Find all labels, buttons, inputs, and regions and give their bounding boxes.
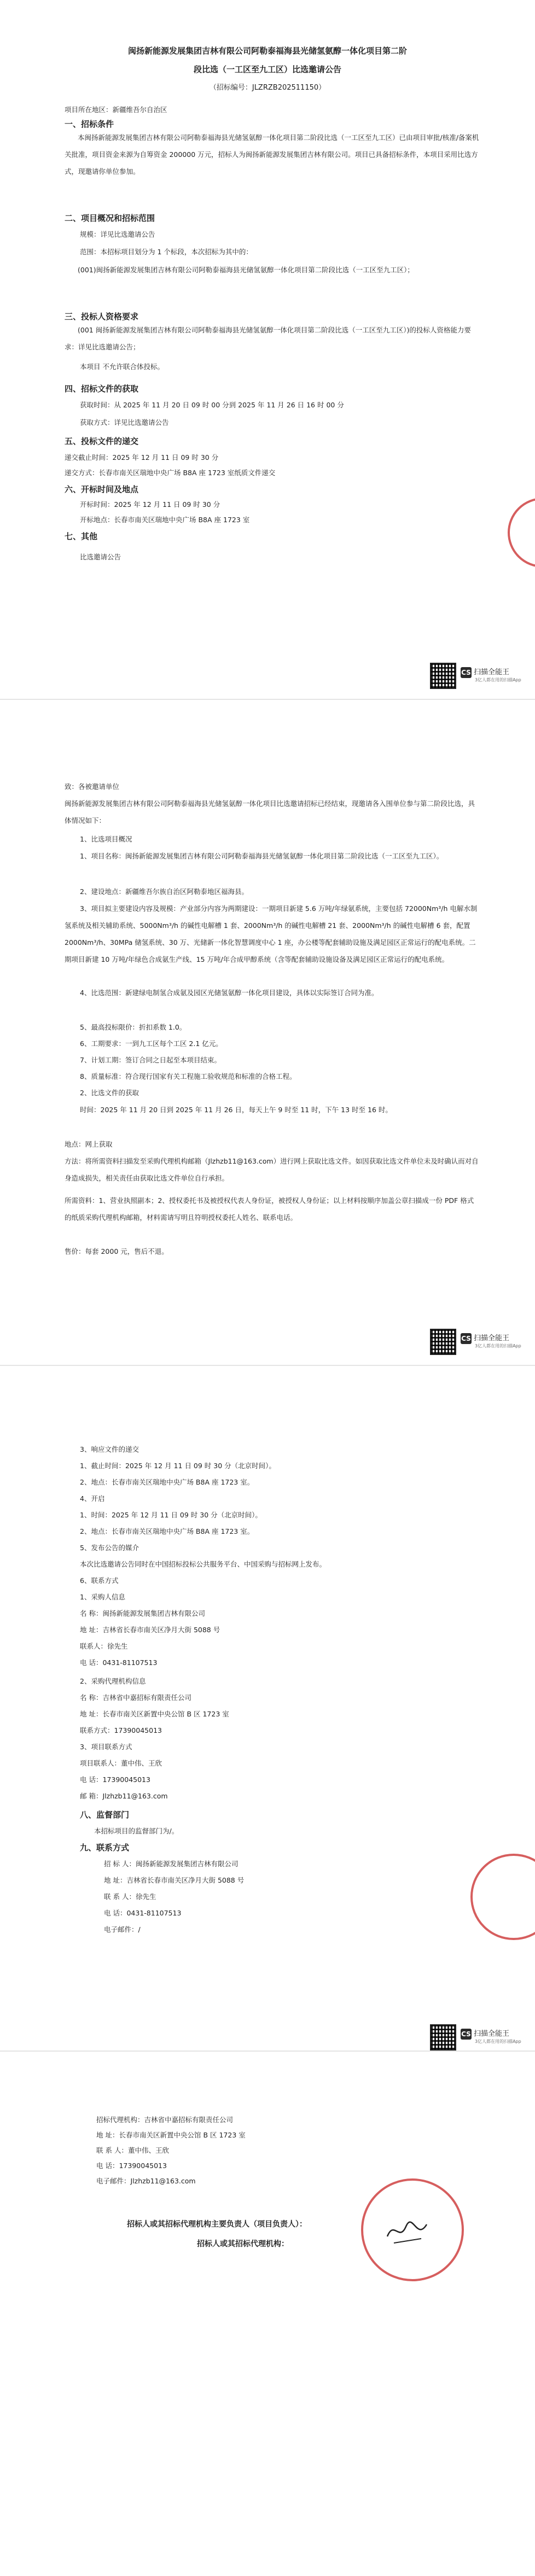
invitation-intro: 闽扬新能源发展集团吉林有限公司阿勒泰福海县光储氢氨醇一体化项目比选邀请招标已经结束，现邀请各入围单位参与第二阶段比选，具体情况如下： xyxy=(65,799,475,825)
section-heading-6: 六、开标时间及地点 xyxy=(65,484,139,494)
tenderer-address: 地 址：吉林省长春市南关区净月大街 5088 号 xyxy=(104,1876,245,1884)
document-place: 地点：网上获取 xyxy=(65,1140,113,1148)
notice-title-line-1: 闽扬新能源发展集团吉林有限公司阿勒泰福海县光储氢氨醇一体化项目第二阶 xyxy=(127,46,407,56)
section-7-text: 比选邀请公告 xyxy=(80,553,121,561)
opening-place: 2、地点：长春市南关区瑞地中央广场 B8A 座 1723 室。 xyxy=(80,1527,254,1535)
page-divider xyxy=(0,2051,535,2052)
agent-contact: 联 系 人：董中伟、王欣 xyxy=(96,2146,169,2154)
signature-line-1: 招标人或其招标代理机构主要负责人（项目负责人）： xyxy=(127,2220,307,2229)
agency-address: 地 址：长春市南关区新置中央公馆 B 区 1723 室 xyxy=(80,1710,229,1718)
media-text: 本次比选邀请公告同时在中国招标投标公共服务平台、中国采购与招标网上发布。 xyxy=(80,1560,327,1568)
section-6-time: 开标时间：2025 年 12 月 11 日 09 时 30 分 xyxy=(80,500,220,509)
qr-code-icon xyxy=(430,2024,456,2051)
section-4-method: 获取方式：详见比选邀请公告 xyxy=(80,418,169,427)
project-contact-email: 邮 箱：Jlzhzb11@163.com xyxy=(80,1792,168,1800)
scanner-watermark: CS 扫描全能王 3亿人都在用的扫描App xyxy=(461,666,521,683)
document-time: 时间：2025 年 11 月 20 日到 2025 年 11 月 26 日，每天上午 9 时至 11 时，下午 13 时至 16 时。 xyxy=(80,1106,392,1114)
document-page-3 xyxy=(0,1372,535,2044)
purchaser-heading: 1、采购人信息 xyxy=(80,1593,125,1601)
qr-code-icon xyxy=(430,663,456,689)
response-deadline: 1、截止时间：2025 年 12 月 11 日 09 时 30 分（北京时间）。 xyxy=(80,1462,276,1470)
handwritten-signature-icon xyxy=(383,2215,432,2247)
agency-name: 名 称：吉林省中嘉招标有限责任公司 xyxy=(80,1693,191,1702)
greeting: 致：各被邀请单位 xyxy=(65,782,120,791)
purchaser-address: 地 址：吉林省长春市南关区净月大街 5088 号 xyxy=(80,1626,220,1634)
section-heading-8: 八、监督部门 xyxy=(80,1810,130,1820)
section-heading-3: 三、投标人资格要求 xyxy=(65,312,139,322)
section-6-place: 开标地点：长春市南关区瑞地中央广场 B8A 座 1723 室 xyxy=(80,516,250,524)
opening-time: 1、时间：2025 年 12 月 11 日 09 时 30 分（北京时间）。 xyxy=(80,1511,262,1519)
tenderer-contact: 联 系 人：徐先生 xyxy=(104,1892,156,1901)
agent-phone: 电 话：17390045013 xyxy=(96,2162,167,2170)
section-heading-9: 九、联系方式 xyxy=(80,1843,130,1853)
schedule-requirement: 6、工期要求：一到九工区每个工区 2.1 亿元。 xyxy=(80,1039,223,1048)
document-page-2 xyxy=(0,705,535,1348)
agency-heading: 2、采购代理机构信息 xyxy=(80,1677,146,1685)
project-contact-phone: 电 话：17390045013 xyxy=(80,1775,150,1784)
required-materials: 所需资料：1、营业执照副本；2、授权委托书及被授权代表人身份证，被授权人身份证；以上材料按顺序加盖公章扫描成一份 PDF 格式的纸质采购代理机构邮箱，材料需请写明且符明授权委托人姓名、联系电话。 xyxy=(65,1196,474,1222)
agent-email: 电子邮件：Jlzhzb11@163.com xyxy=(96,2177,196,2185)
project-location: 项目所在地区：新疆维吾尔自治区 xyxy=(65,106,167,114)
subsection-5: 5、发布公告的媒介 xyxy=(80,1544,139,1552)
planned-duration: 7、计划工期：签订合同之日起至本项目结束。 xyxy=(80,1056,221,1064)
section-heading-4: 四、招标文件的获取 xyxy=(65,384,139,394)
document-page-4 xyxy=(0,2056,535,2576)
max-price: 5、最高投标限价：折扣系数 1.0。 xyxy=(80,1023,187,1031)
tenderer-name: 招 标 人：闽扬新能源发展集团吉林有限公司 xyxy=(104,1860,239,1868)
scanner-watermark: CS 扫描全能王 3亿人都在用的扫描App xyxy=(461,2028,521,2045)
section-heading-1: 一、招标条件 xyxy=(65,119,114,129)
tender-number: （招标编号：JLZRZB202511150） xyxy=(209,84,326,92)
agency-phone: 联系方式：17390045013 xyxy=(80,1726,162,1734)
page-divider xyxy=(0,699,535,700)
signature-line-2: 招标人或其招标代理机构： xyxy=(197,2240,289,2248)
project-contact-person: 项目联系人：董中伟、王欣 xyxy=(80,1759,162,1767)
scanner-logo-icon: CS xyxy=(461,667,472,678)
section-2-lot: (001)闽扬新能源发展集团吉林有限公司阿勒泰福海县光储氢氨醇一体化项目第二阶段比选（一工区至九工区）； xyxy=(78,266,414,274)
purchaser-name: 名 称：闽扬新能源发展集团吉林有限公司 xyxy=(80,1609,205,1617)
section-4-time: 获取时间：从 2025 年 11 月 20 日 09 时 00 分到 2025 年 11 月 26 日 16 时 00 分 xyxy=(80,401,344,409)
tenderer-email: 电子邮件：/ xyxy=(104,1925,141,1934)
purchaser-phone: 电 话：0431-81107513 xyxy=(80,1658,158,1667)
agent-address: 地 址：长春市南关区新置中央公馆 B 区 1723 室 xyxy=(96,2131,246,2139)
supervision-text: 本招标项目的监督部门为/。 xyxy=(94,1827,179,1835)
section-heading-5: 五、投标文件的递交 xyxy=(65,436,139,446)
section-heading-2: 二、项目概况和招标范围 xyxy=(65,213,155,223)
quality-standard: 8、质量标准：符合现行国家有关工程施工验收规范和标准的合格工程。 xyxy=(80,1072,296,1080)
section-5-deadline: 递交截止时间：2025 年 12 月 11 日 09 时 30 分 xyxy=(65,453,219,462)
project-contact-heading: 3、项目联系方式 xyxy=(80,1743,132,1751)
response-place: 2、地点：长春市南关区瑞地中央广场 B8A 座 1723 室。 xyxy=(80,1478,254,1486)
document-fee: 售价：每套 2000 元，售后不退。 xyxy=(65,1247,168,1255)
subsection-2: 2、比选文件的获取 xyxy=(80,1089,139,1097)
section-1-text: 本闽扬新能源发展集团吉林有限公司阿勒泰福海县光储氢氨醇一体化项目第二阶段比选（一工区至九工区）已由项目审批/核准/备案机关批准，项目资金来源为自筹资金 200000 万元，招标人为闽扬新能源发展集团吉林有限公司。项目已具备招标条件，本项目采用比选方式，现邀请你单位参加。 xyxy=(65,133,479,176)
subsection-6: 6、联系方式 xyxy=(80,1576,119,1585)
project-name: 1、项目名称：闽扬新能源发展集团吉林有限公司阿勒泰福海县光储氢氨醇一体化项目第二阶段比选（一工区至九工区）。 xyxy=(80,852,444,860)
project-site: 2、建设地点：新疆维吾尔族自治区阿勒泰地区福海县。 xyxy=(80,887,248,896)
agent-name: 招标代理机构：吉林省中嘉招标有限责任公司 xyxy=(96,2116,234,2124)
project-content: 3、项目拟主要建设内容及规模：产业部分内容为两期建设：一期项目新建 5.6 万吨/年绿氨系统，主要包括 72000Nm³/h 电解水制氢系统及相关辅助系统、5000Nm³/h 的碱性电解槽 1 套、2000Nm³/h 的碱性电解槽 21 套、2000Nm³/h 的碱性电解槽 6 套，配置 2000Nm³/h、30MPa 储氢系统、30 万、光储新一体化智慧调度中心 1 座，办公楼等配套辅助设施及满足园区正常运行的配电系统。二期项目新建 10 万吨/年绿色合成氨生产线、15 万吨/年合成甲醇系统（含等配套辅助设施设备及满足园区正常运行的配电系统。 xyxy=(65,904,478,963)
qr-code-icon xyxy=(430,1329,456,1355)
section-3-qualification: (001 闽扬新能源发展集团吉林有限公司阿勒泰福海县光储氢氨醇一体化项目第二阶段比选（一工区至九工区）)的投标人资格能力要求：详见比选邀请公告； xyxy=(65,326,471,351)
document-page-1 xyxy=(0,0,535,682)
section-heading-7: 七、其他 xyxy=(65,531,98,541)
section-5-method: 递交方式：长春市南关区瑞地中央广场 B8A 座 1723 室纸质文件递交 xyxy=(65,469,276,477)
purchaser-contact: 联系人：徐先生 xyxy=(80,1642,128,1650)
document-method: 方法：将所需资料扫描发至采购代理机构邮箱（Jlzhzb11@163.com）进行网上获取比选文件。如因获取比选文件单位未及时确认而对自身造成损失，相关责任由获取比选文件单位自行承担。 xyxy=(65,1157,479,1182)
notice-title-line-2: 段比选（一工区至九工区）比选邀请公告 xyxy=(193,65,341,74)
page-divider xyxy=(0,1365,535,1366)
company-seal-icon xyxy=(508,498,535,568)
section-2-scale: 规模：详见比选邀请公告 xyxy=(80,230,155,238)
selection-scope: 4、比选范围：新建绿电制氢合成氨及园区光储氢氨醇一体化项目建设，具体以实际签订合同为准。 xyxy=(80,989,379,997)
agency-seal-icon xyxy=(470,1854,535,1940)
scanner-logo-icon: CS xyxy=(461,2029,472,2040)
subsection-1: 1、比选项目概况 xyxy=(80,835,132,843)
tenderer-phone: 电 话：0431-81107513 xyxy=(104,1909,182,1917)
scanner-logo-icon: CS xyxy=(461,1333,472,1344)
section-3-consortium: 本项目 不允许联合体投标。 xyxy=(80,363,164,371)
scanner-watermark: CS 扫描全能王 3亿人都在用的扫描App xyxy=(461,1332,521,1349)
subsection-3: 3、响应文件的递交 xyxy=(80,1445,139,1453)
subsection-4: 4、开启 xyxy=(80,1494,105,1503)
section-2-scope: 范围：本招标项目划分为 1 个标段，本次招标为其中的： xyxy=(80,248,253,256)
